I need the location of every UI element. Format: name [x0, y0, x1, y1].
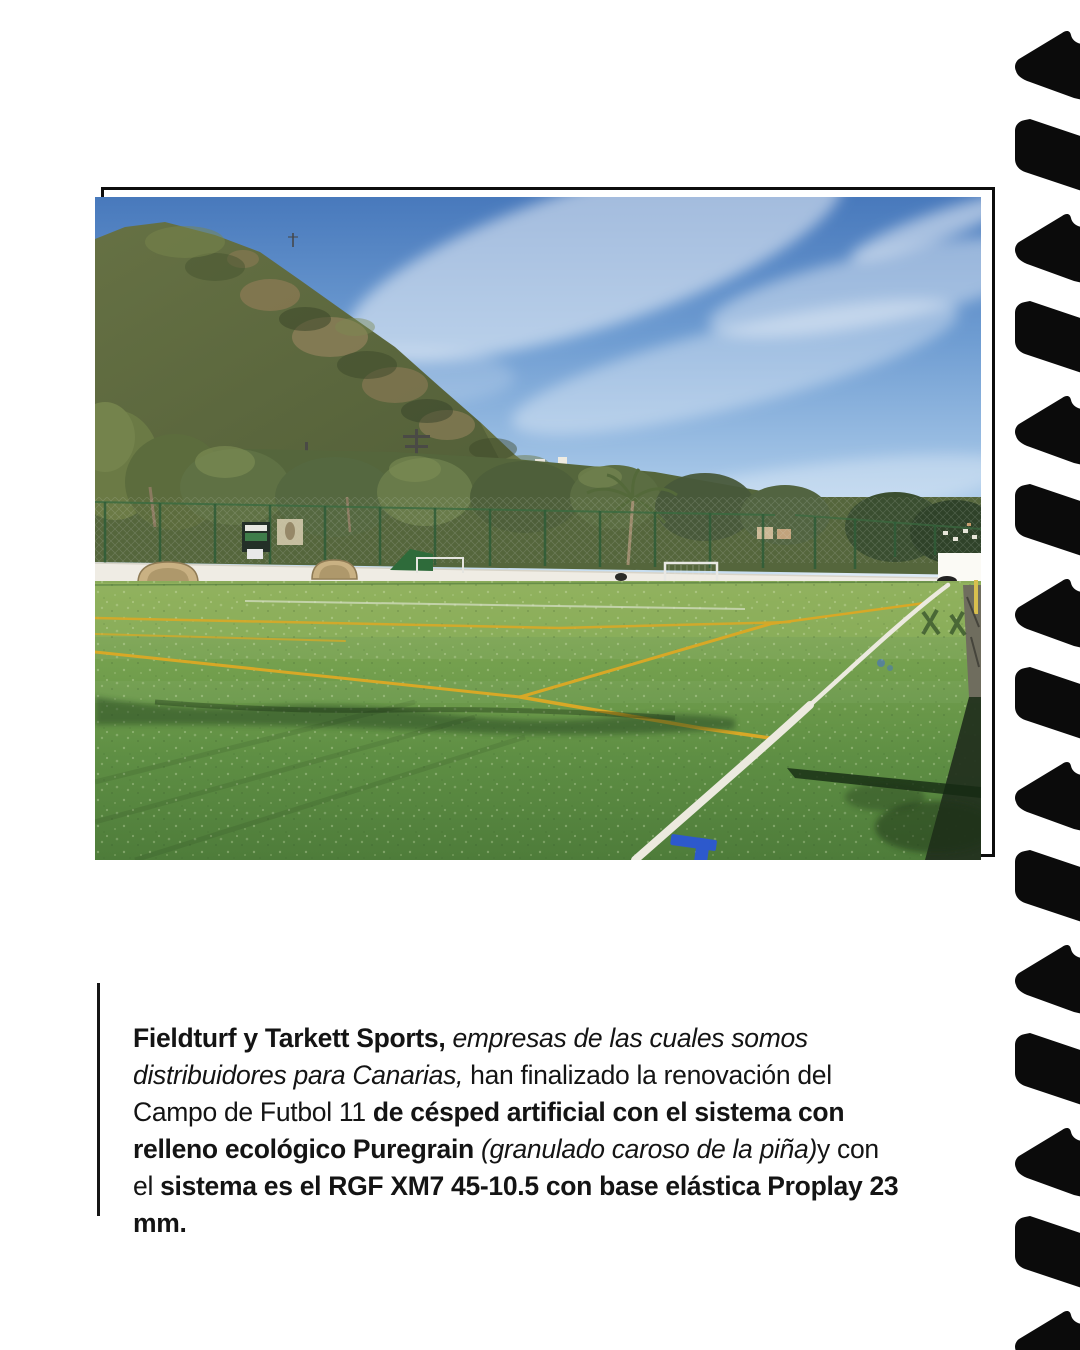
- chevron-slash-icon: [1014, 484, 1080, 564]
- chevron-arrow-icon: [1014, 27, 1080, 107]
- field-photo: [95, 197, 981, 860]
- caption-segment: de césped artificial con el sistema con relleno ecológico Puregrain: [133, 1096, 845, 1164]
- chevron-arrow-icon: [1014, 941, 1080, 1021]
- chevron-slash-icon: [1014, 850, 1080, 930]
- chevron-slash-icon: [1014, 1033, 1080, 1113]
- chevron-slash-icon: [1014, 1216, 1080, 1296]
- chevron-arrow-icon: [1014, 210, 1080, 290]
- chevron-slash-icon: [1014, 301, 1080, 381]
- caption-accent-bar: [97, 983, 100, 1216]
- chevron-arrow-icon: [1014, 758, 1080, 838]
- chevron-slash-icon: [1014, 119, 1080, 199]
- caption-text: [133, 1020, 905, 1242]
- field-photo-illustration: [95, 197, 981, 860]
- caption-segment: sistema es el RGF XM7 45-10.5 con base elástica Proplay 23 mm.: [133, 1170, 899, 1238]
- banner-sign: [277, 519, 303, 545]
- perimeter-fence: [95, 497, 981, 569]
- brand-chevron-column: [1014, 0, 1080, 1350]
- chevron-slash-icon: [1014, 667, 1080, 747]
- chevron-arrow-icon: [1014, 575, 1080, 655]
- chevron-arrow-icon: [1014, 1124, 1080, 1204]
- caption-segment: empresas de las cuales somos distribuidores para Canarias,: [133, 1022, 808, 1090]
- caption-segment: Fieldturf y Tarkett Sports,: [133, 1022, 446, 1053]
- caption-segment: (granulado caroso de la piña): [480, 1133, 817, 1164]
- caption-segment: han finalizado la renovación del Campo de Futbol 11: [133, 1059, 832, 1127]
- caption-segment: y con el: [133, 1133, 879, 1201]
- chevron-arrow-icon: [1014, 392, 1080, 472]
- chevron-arrow-icon: [1014, 1307, 1080, 1350]
